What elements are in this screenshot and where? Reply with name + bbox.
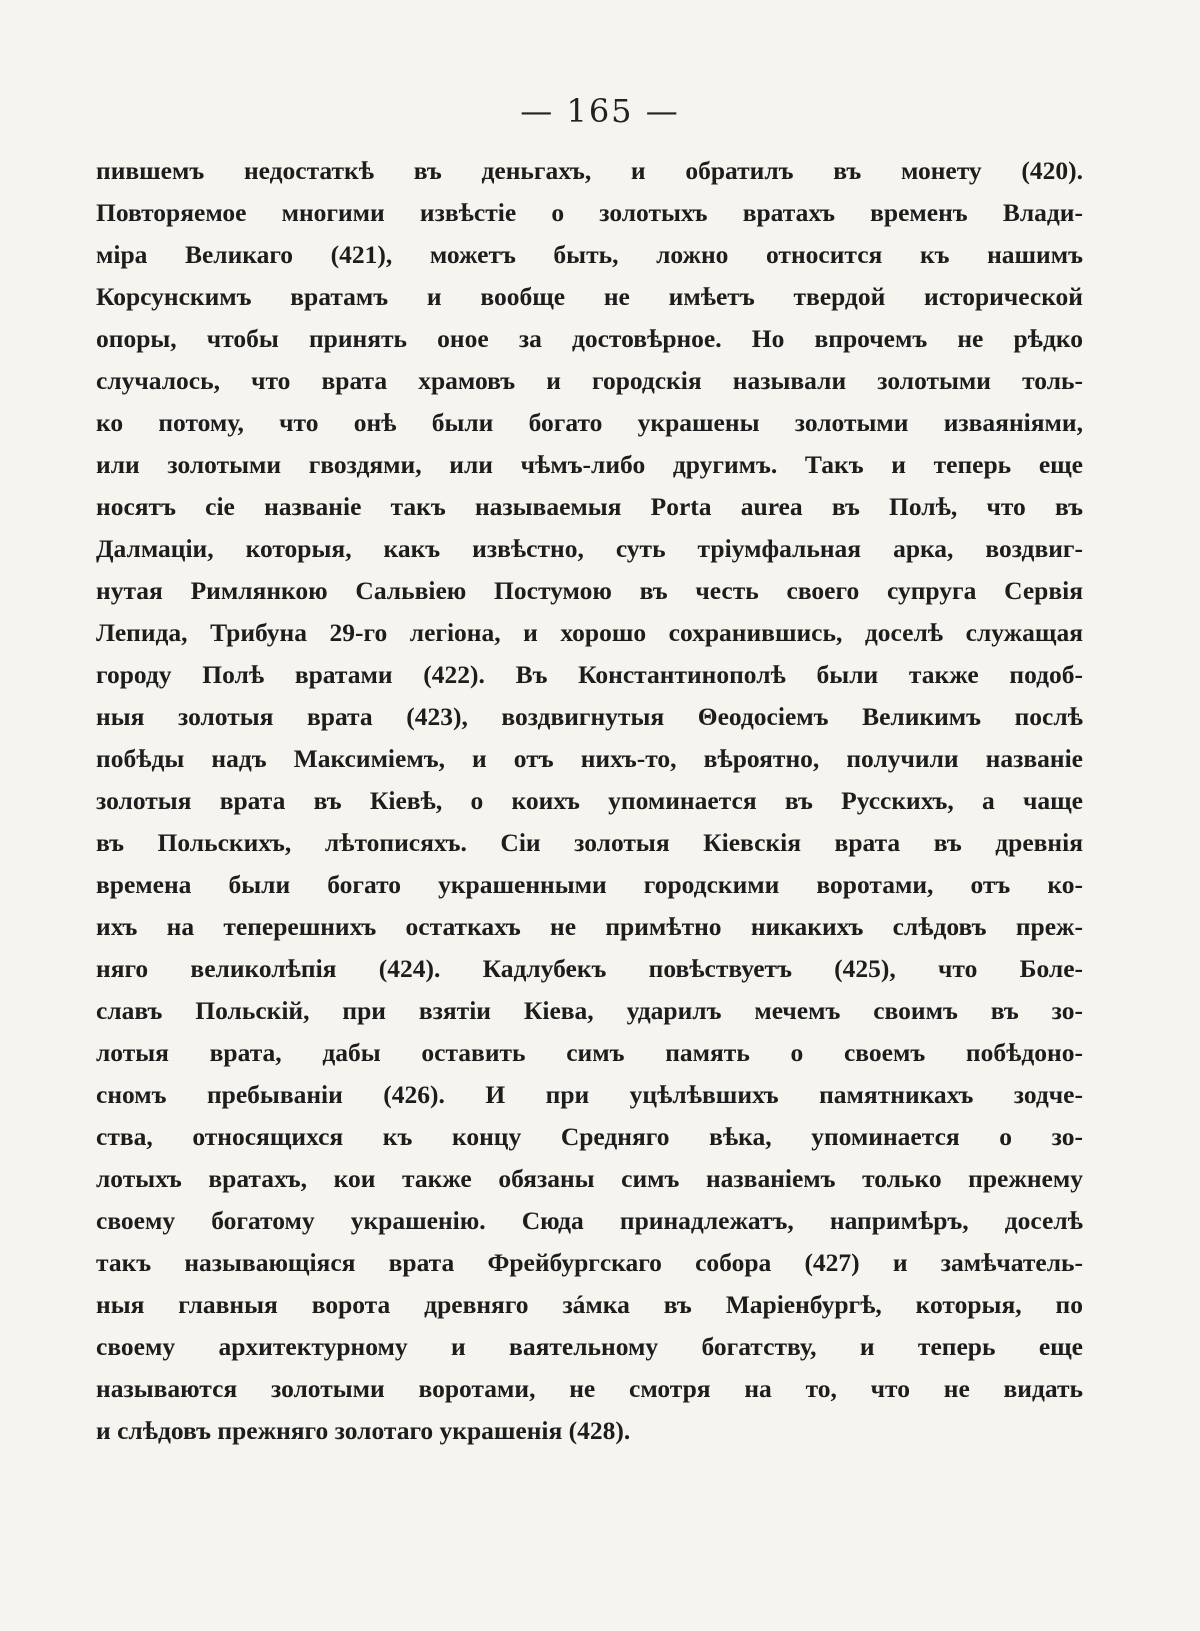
text-line: ко потому, что онѣ были богато украшены золотыми изваяніями,	[96, 408, 1083, 437]
text-line: носятъ сіе названіе такъ называемыя Porta aurea въ Полѣ, что въ	[96, 492, 1083, 521]
text-line: Повторяемое многими извѣстіе о золотыхъ вратахъ временъ Влади-	[96, 198, 1083, 227]
text-line: ихъ на теперешнихъ остаткахъ не примѣтно никакихъ слѣдовъ преж-	[96, 912, 1083, 941]
text-line: называются золотыми воротами, не смотря на то, что не видать	[96, 1374, 1083, 1403]
page-number: — 165 —	[520, 92, 680, 130]
text-line: лотыхъ вратахъ, кои также обязаны симъ названіемъ только прежнему	[96, 1164, 1083, 1193]
text-line: и слѣдовъ прежняго золотаго украшенія (428).	[96, 1416, 631, 1445]
text-line: городу Полѣ вратами (422). Въ Константинополѣ были также подоб-	[96, 660, 1083, 689]
text-line: няго великолѣпія (424). Кадлубекъ повѣствуетъ (425), что Боле-	[96, 954, 1083, 983]
text-line: славъ Польскій, при взятіи Кіева, ударилъ мечемъ своимъ въ зо-	[96, 996, 1083, 1025]
text-line: своему богатому украшенію. Сюда принадлежатъ, напримѣръ, доселѣ	[96, 1206, 1083, 1235]
text-line: времена были богато украшенными городскими воротами, отъ ко-	[96, 870, 1083, 899]
text-line: нутая Римлянкою Сальвіею Постумою въ честь своего супруга Сервія	[96, 576, 1083, 605]
text-line: или золотыми гвоздями, или чѣмъ-либо другимъ. Такъ и теперь еще	[96, 450, 1083, 479]
text-line: такъ называющіяся врата Фрейбургскаго собора (427) и замѣчатель-	[96, 1248, 1083, 1277]
text-line: пившемъ недостаткѣ въ деньгахъ, и обратилъ въ монету (420).	[96, 156, 1083, 185]
text-line: Далмаціи, которыя, какъ извѣстно, суть тріумфальная арка, воздвиг-	[96, 534, 1083, 563]
text-line: ныя золотыя врата (423), воздвигнутыя Θеодосіемъ Великимъ послѣ	[96, 702, 1083, 731]
text-line: ныя главныя ворота древняго зáмка въ Маріенбургѣ, которыя, по	[96, 1290, 1083, 1319]
text-line: Корсунскимъ вратамъ и вообще не имѣетъ твердой исторической	[96, 282, 1083, 311]
text-line: ства, относящихся къ концу Средняго вѣка, упоминается о зо-	[96, 1122, 1083, 1151]
text-line: Лепида, Трибуна 29-го легіона, и хорошо сохранившись, доселѣ служащая	[96, 618, 1083, 647]
text-line: золотыя врата въ Кіевѣ, о коихъ упоминается въ Русскихъ, а чаще	[96, 786, 1083, 815]
text-line: своему архитектурному и ваятельному богатству, и теперь еще	[96, 1332, 1083, 1361]
text-line: въ Польскихъ, лѣтописяхъ. Сіи золотыя Кіевскія врата въ древнія	[96, 828, 1083, 857]
text-line: опоры, чтобы принять оное за достовѣрное. Но впрочемъ не рѣдко	[96, 324, 1083, 353]
text-line: міра Великаго (421), можетъ быть, ложно относится къ нашимъ	[96, 240, 1083, 269]
body-text	[96, 150, 1083, 1452]
text-line: случалось, что врата храмовъ и городскія называли золотыми толь-	[96, 366, 1083, 395]
text-line: лотыя врата, дабы оставить симъ память о своемъ побѣдоно-	[96, 1038, 1083, 1067]
text-line: побѣды надъ Максиміемъ, и отъ нихъ-то, вѣроятно, получили названіе	[96, 744, 1083, 773]
text-line: сномъ пребываніи (426). И при уцѣлѣвшихъ памятникахъ зодче-	[96, 1080, 1083, 1109]
